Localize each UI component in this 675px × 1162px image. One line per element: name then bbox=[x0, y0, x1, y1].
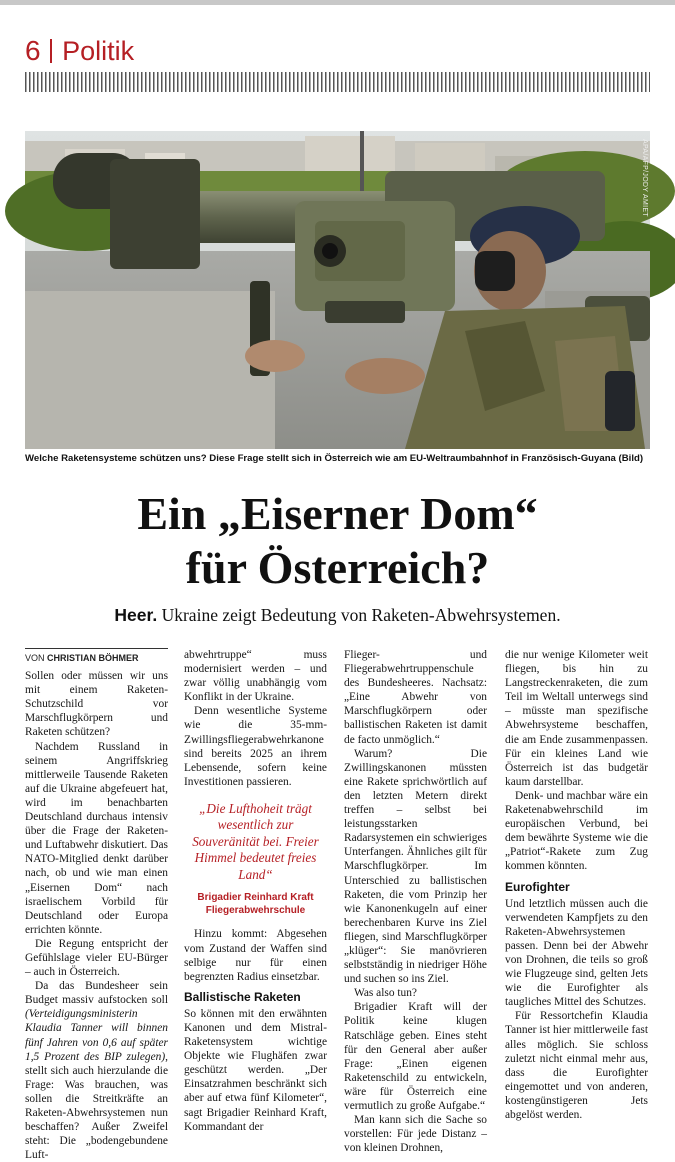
paragraph: Flieger- und Fliegerabwehrtruppenschule des Bundesheeres. Nachsatz: „Eine Abwehr von Marschflugkörpern oder ballistischen Raketen ist damit de facto unmöglich.“ bbox=[344, 649, 487, 746]
pull-quote bbox=[184, 801, 327, 918]
paragraph: Für Ressortchefin Klaudia Tanner ist hier mittlerweile fast alles möglich. Sie schloss zuletzt nicht einmal mehr aus, dass die Eurofighter eingemottet und von anderen, kostengünstigeren Jets abgelöst werden. bbox=[505, 1010, 648, 1121]
paragraph: die nur wenige Kilometer weit fliegen, bis hin zu Langstreckenraketen, die zum Teil im Weltall unterwegs sind – müsste man spezifische Abwehrsysteme beschaffen, die am Ende zusammenpassen. Für ein kleines Land wie Österreich ist das budgetär kaum darstellbar. bbox=[505, 649, 648, 788]
header-stripe-rule bbox=[25, 72, 650, 92]
paragraph-part: Da das Bundesheer sein Budget massiv aufstocken soll bbox=[25, 980, 168, 1007]
page-number: 6 bbox=[25, 35, 41, 66]
pull-quote-author-role: Fliegerabwehrschule bbox=[205, 905, 306, 917]
headline-line-1: Ein „Eiserner Dom“ bbox=[137, 488, 538, 539]
byline-author: CHRISTIAN BÖHMER bbox=[47, 653, 139, 663]
paragraph: Und letztlich müssen auch die verwendeten Kampfjets zu den Raketen-Abwehrsystemen passen. Denn bei der Abwehr von Drohnen, die teils so groß wie Flugzeuge sind, gelten Jets wie die Eurofighter als taugliches Mittel des Schutzes. bbox=[505, 897, 648, 1009]
pull-quote-text: „Die Lufthoheit trägt wesentlich zur Souveränität bei. Freier Himmel bedeutet freies Land“ bbox=[192, 800, 319, 882]
photo-caption: Welche Raketensysteme schützen uns? Diese Frage stellt sich in Österreich wie am EU-Weltraumbahnhof in Französisch-Guyana (Bild) bbox=[25, 453, 644, 464]
pull-quote-author bbox=[184, 891, 327, 917]
paragraph: Sollen oder müssen wir uns mit einem Raketen-Schutzschild vor Marschflugkörpern und Raketen schützen? bbox=[25, 670, 168, 739]
header-separator bbox=[50, 39, 52, 63]
photo-credit: APA/AFP/JODY AMIET bbox=[641, 139, 648, 217]
byline bbox=[25, 648, 168, 665]
paragraph: Denn wesentliche Systeme wie die 35-mm-Zwillingsfliegerabwehrkanone sind bereits 2025 an ihrem Lebensende, sofern keine Investitionen passieren. bbox=[184, 705, 327, 788]
pull-quote-author-name: Brigadier Reinhard Kraft bbox=[197, 892, 314, 904]
article-column-4 bbox=[505, 648, 648, 1122]
subheadline-text: Ukraine zeigt Bedeutung von Raketen-Abwehrsystemen. bbox=[161, 605, 561, 625]
paragraph-italic-part: (Verteidigungsministerin Klaudia Tanner will binnen fünf Jahren von 0,6 auf später 1,5 Prozent des BIP zulegen) bbox=[25, 1008, 168, 1063]
page-header bbox=[25, 34, 134, 68]
paragraph: Hinzu kommt: Abgesehen vom Zustand der Waffen sind selbige nur für einen begrenzten Radius einsetzbar. bbox=[184, 928, 327, 983]
paragraph: Warum? Die Zwillingskanonen müssten eine Rakete sprichwörtlich auf den letzten Metern direkt treffen – selbst bei leistungsstarken Radarsystemen ein schwieriges Unterfangen. Ähnliches gilt für Marschflugkörper. Im Unterschied zu ballistischen Raketen, die vom Prinzip her wie Kanonenkugeln auf einer berechenbaren Kurve ins Ziel fliegen, sind Marschflugkörper „klüger“: Sie manövrieren selbstständig in niedriger Höhe und suchen so ins Ziel. bbox=[344, 747, 487, 986]
subheading: Ballistische Raketen bbox=[184, 989, 301, 1004]
article-photo bbox=[25, 131, 650, 449]
paragraph: Was also tun? bbox=[354, 987, 417, 1000]
section-title: Politik bbox=[62, 35, 135, 66]
headline-line-2: für Österreich? bbox=[185, 542, 490, 593]
photo-illustration bbox=[25, 131, 650, 449]
paragraph: Brigadier Kraft will der Politik keine klugen Ratschläge geben. Eines steht für den General aber außer Frage: „Einen eigenen Raketenschild zu entwickeln, wäre für Österreich eine vermutlich zu große Aufgabe.“ bbox=[344, 1001, 487, 1112]
paragraph: So können mit den erwähnten Kanonen und dem Mistral-Raketensystem wichtige Objekte wie Flughäfen zwar geschützt werden. „Der Einsatzrahmen beschränkt sich aber auf etwa fünf Kilometer“, sagt Brigadier Reinhard Kraft, Kommandant der bbox=[184, 1007, 327, 1133]
paragraph: Nachdem Russland in seinem Angriffskrieg mittlerweile Tausende Raketen auf die Ukraine abgefeuert hat, wird im benachbarten Deutschland durchaus intensiv über die Frage der Raketen- und Luftabwehr diskutiert. Das NATO-Mitglied denkt darüber nach, ob und wie man einen „Eisernen Dom“ nach israelischem Vorbild für Deutschland oder Europa errichten könnte. bbox=[25, 740, 168, 936]
article-subheadline bbox=[25, 605, 650, 626]
kicker: Heer. bbox=[114, 605, 158, 625]
subheading: Eurofighter bbox=[505, 879, 570, 894]
byline-prefix: VON bbox=[25, 653, 45, 663]
article-column-2 bbox=[184, 648, 327, 1134]
article-headline bbox=[25, 487, 650, 595]
paragraph: Die Regung entspricht der Gefühlslage vieler EU-Bürger – auch in Österreich. bbox=[25, 937, 168, 979]
paragraph bbox=[25, 979, 168, 1162]
article-column-3 bbox=[344, 648, 487, 1155]
top-bar bbox=[0, 0, 675, 5]
paragraph: Man kann sich die Sache so vorstellen: Für jede Distanz – von kleinen Drohnen, bbox=[344, 1114, 487, 1155]
paragraph: Denk- und machbar wäre ein Raketenabwehrschild im europäischen Verbund, bei dem bewährte Systeme wie die „Patriot“-Rakete zum Zug kommen könnten. bbox=[505, 789, 648, 873]
paragraph-part: , stellt sich auch hierzulande die Frage: Was brauchen, was sollen die Streitkräfte an Raketen-Abwehrsystemen nun beschaffen? Außer Zweifel steht: Die „bodengebundene Luft- bbox=[25, 1050, 168, 1162]
article-column-1 bbox=[25, 648, 168, 1162]
paragraph: abwehrtruppe“ muss modernisiert werden – und zwar völlig unabhängig vom Konflikt in der Ukraine. bbox=[184, 649, 327, 704]
